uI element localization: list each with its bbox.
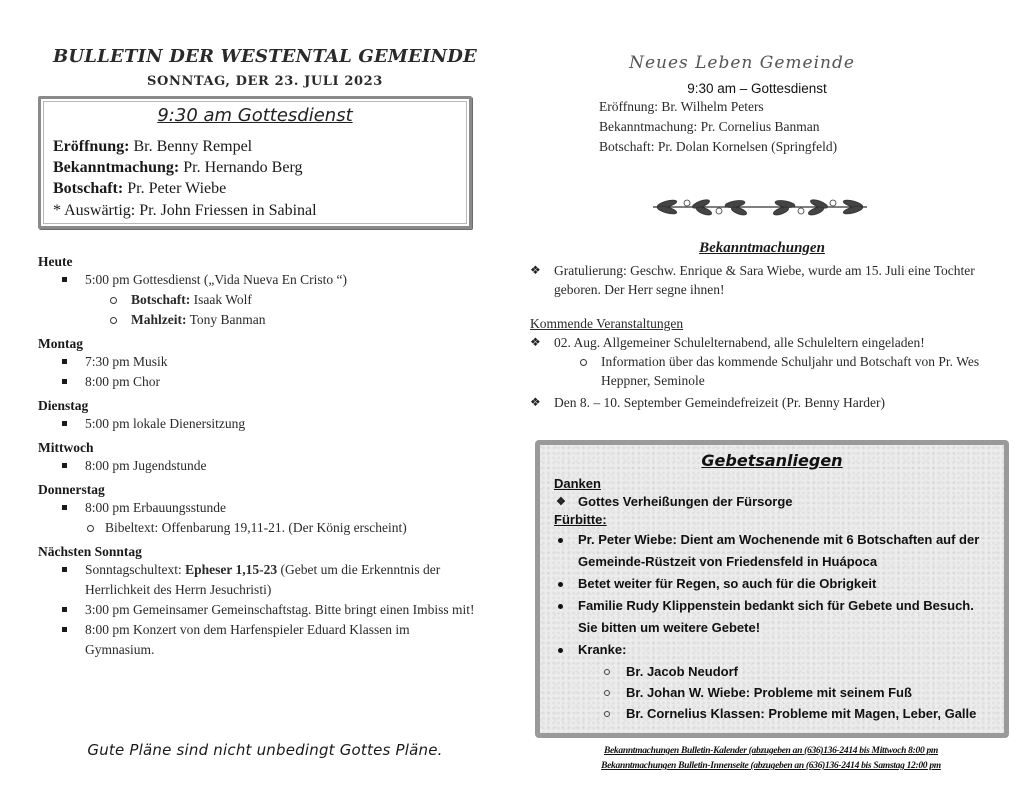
circle-bullet-icon <box>87 525 94 532</box>
right-page <box>512 0 1024 791</box>
item-text: Pr. Peter Wiebe: Dient am Wochenende mit 6 Botschaften auf der Gemeinde-Rüstzeit von Friedensfeld in Huápoca <box>578 532 980 569</box>
item-text: 8:00 pm Konzert von dem Harfenspieler Eduard Klassen im Gymnasium. <box>85 622 410 657</box>
diamond-bullet-icon: ❖ <box>530 263 541 277</box>
day-heading-dienstag: Dienstag <box>38 398 89 413</box>
circle-bullet-icon <box>604 669 610 675</box>
item-text: 3:00 pm Gemeinsamer Gemeinschaftstag. Bitte bringt einen Imbiss mit! <box>85 602 475 617</box>
day-heading-montag: Montag <box>38 336 83 351</box>
diamond-bullet-icon: ❖ <box>530 395 541 409</box>
square-bullet-icon <box>62 359 67 364</box>
prayer-item <box>554 529 994 573</box>
circle-bullet-icon <box>110 297 117 304</box>
square-bullet-icon <box>62 463 67 468</box>
item-text: Br. Johan W. Wiebe: Probleme mit seinem Fuß <box>626 685 912 700</box>
item-text: 8:00 pm Chor <box>85 374 161 389</box>
sick-item <box>554 661 994 682</box>
item-text: 02. Aug. Allgemeiner Schulelternabend, alle Schuleltern eingeladen! <box>554 335 925 350</box>
footer-note-calendar: Bekanntmachungen Bulletin-Kalender (abzugeben an (636)136-2414 bis Mittwoch 8:00 pm <box>603 746 939 756</box>
item-text: Information über das kommende Schuljahr und Botschaft von Pr. Wes Heppner, Seminole <box>601 354 980 388</box>
upcoming-events-label: Kommende Veranstaltungen <box>530 316 684 331</box>
item-text: Kranke: <box>578 642 627 657</box>
dot-bullet-icon <box>558 604 563 609</box>
church-title: Neues Leben Gemeinde <box>629 53 855 73</box>
item-text: (Gebet um die Erkenntnis der Herrlichkeit des Herrn Jesuchristi) <box>85 562 441 597</box>
service-row-eroeffnung <box>53 137 252 157</box>
weekly-schedule <box>38 253 478 660</box>
event-item <box>530 333 1010 352</box>
intercession-label: Fürbitte: <box>554 512 607 527</box>
sub-text: Bibeltext: Offenbarung 19,11-21. (Der König erscheint) <box>105 520 407 535</box>
dot-bullet-icon <box>558 648 563 653</box>
schedule-subitem <box>38 310 478 330</box>
event-subitem <box>530 352 1010 390</box>
sub-value: Isaak Wolf <box>190 292 252 307</box>
prayer-item <box>554 595 994 639</box>
day-heading-heute: Heute <box>38 254 73 269</box>
circle-bullet-icon <box>604 711 610 717</box>
bulletin-date: SONNTAG, DER 23. JULI 2023 <box>147 74 383 89</box>
item-text: Familie Rudy Klippenstein bedankt sich für Gebete und Besuch. Sie bitten um weitere Gebete! <box>578 598 974 635</box>
service-box <box>38 96 472 229</box>
announcements-title: Bekanntmachungen <box>699 240 825 256</box>
schedule-item <box>38 372 478 392</box>
square-bullet-icon <box>62 607 67 612</box>
announcements-list <box>530 261 1010 412</box>
sick-item <box>554 703 994 724</box>
closing-quote: Gute Pläne sind nicht unbedingt Gottes Pläne. <box>87 741 443 759</box>
nl-row-bekanntmachung: Bekanntmachung: Pr. Cornelius Banman <box>599 119 820 134</box>
prayer-item <box>554 639 994 661</box>
item-text: Den 8. – 10. September Gemeindefreizeit (Pr. Benny Harder) <box>554 395 886 410</box>
schedule-item <box>38 560 478 600</box>
schedule-item <box>38 456 478 476</box>
square-bullet-icon <box>62 567 67 572</box>
item-text: 8:00 pm Erbauungsstunde <box>85 500 226 515</box>
item-text: 5:00 pm lokale Dienersitzung <box>85 416 246 431</box>
schedule-item <box>38 352 478 372</box>
schedule-item <box>38 414 478 434</box>
circle-bullet-icon <box>580 359 587 366</box>
square-bullet-icon <box>62 627 67 632</box>
schedule-item <box>38 270 478 290</box>
item-text: 8:00 pm Jugendstunde <box>85 458 207 473</box>
service-row-bekanntmachung <box>53 158 303 178</box>
service-box-title: 9:30 am Gottesdienst <box>157 105 353 126</box>
event-item <box>530 393 1010 412</box>
dot-bullet-icon <box>558 538 563 543</box>
row-label: Bekanntmachung: <box>53 159 180 176</box>
diamond-bullet-icon: ❖ <box>530 335 541 349</box>
row-value: Pr. Hernando Berg <box>179 159 303 176</box>
announcement-item <box>530 261 1010 299</box>
sub-label: Botschaft: <box>131 292 191 307</box>
sick-item <box>554 682 994 703</box>
item-text: Sonntagschultext: <box>85 562 186 577</box>
thanks-item <box>554 493 994 511</box>
item-text: Gratulierung: Geschw. Enrique & Sara Wiebe, wurde am 15. Juli eine Tochter geboren. Der Herr segne ihnen! <box>554 263 975 297</box>
diamond-bullet-icon: ❖ <box>556 496 566 508</box>
item-text: Gottes Verheißungen der Fürsorge <box>578 494 793 509</box>
dot-bullet-icon <box>558 582 563 587</box>
footer-note-inside: Bekanntmachungen Bulletin-Innenseite (abzugeben an (636)136-2414 bis Samstag 12:00 pm <box>601 761 941 771</box>
row-label: Botschaft: <box>53 180 124 197</box>
schedule-subitem <box>38 518 478 538</box>
schedule-item <box>38 600 478 620</box>
nl-row-eroeffnung: Eröffnung: Br. Wilhelm Peters <box>599 99 764 114</box>
item-text: 5:00 pm Gottesdienst („Vida Nueva En Cristo “) <box>85 272 348 287</box>
square-bullet-icon <box>62 421 67 426</box>
item-text: Br. Jacob Neudorf <box>626 664 738 679</box>
circle-bullet-icon <box>604 690 610 696</box>
prayer-body <box>554 475 994 724</box>
thanks-label: Danken <box>554 476 601 491</box>
circle-bullet-icon <box>110 317 117 324</box>
bulletin-title: BULLETIN DER WESTENTAL GEMEINDE <box>53 46 477 67</box>
item-text: 7:30 pm Musik <box>85 354 168 369</box>
schedule-item <box>38 498 478 518</box>
prayer-box <box>535 440 1009 738</box>
schedule-item <box>38 620 478 660</box>
row-value: Br. Benny Rempel <box>129 138 253 155</box>
square-bullet-icon <box>62 505 67 510</box>
day-heading-donnerstag: Donnerstag <box>38 482 105 497</box>
prayer-title: Gebetsanliegen <box>701 451 843 470</box>
day-heading-mittwoch: Mittwoch <box>38 440 94 455</box>
sub-value: Tony Banman <box>186 312 266 327</box>
item-text: Betet weiter für Regen, so auch für die Obrigkeit <box>578 576 877 591</box>
day-heading-naechsten-sonntag: Nächsten Sonntag <box>38 544 142 559</box>
bible-reference: Epheser 1,15-23 <box>185 562 278 577</box>
service-note: * Auswärtig: Pr. John Friessen in Sabinal <box>53 202 317 219</box>
schedule-subitem <box>38 290 478 310</box>
leaf-ornament-icon <box>649 197 871 217</box>
prayer-item <box>554 573 994 595</box>
nl-row-botschaft: Botschaft: Pr. Dolan Kornelsen (Springfeld) <box>599 139 838 154</box>
square-bullet-icon <box>62 379 67 384</box>
service-time: 9:30 am – Gottesdienst <box>687 81 827 96</box>
row-value: Pr. Peter Wiebe <box>123 180 227 197</box>
square-bullet-icon <box>62 277 67 282</box>
row-label: Eröffnung: <box>53 138 130 155</box>
item-text: Br. Cornelius Klassen: Probleme mit Magen, Leber, Galle <box>626 706 977 721</box>
sub-label: Mahlzeit: <box>131 312 187 327</box>
service-row-botschaft <box>53 179 226 199</box>
